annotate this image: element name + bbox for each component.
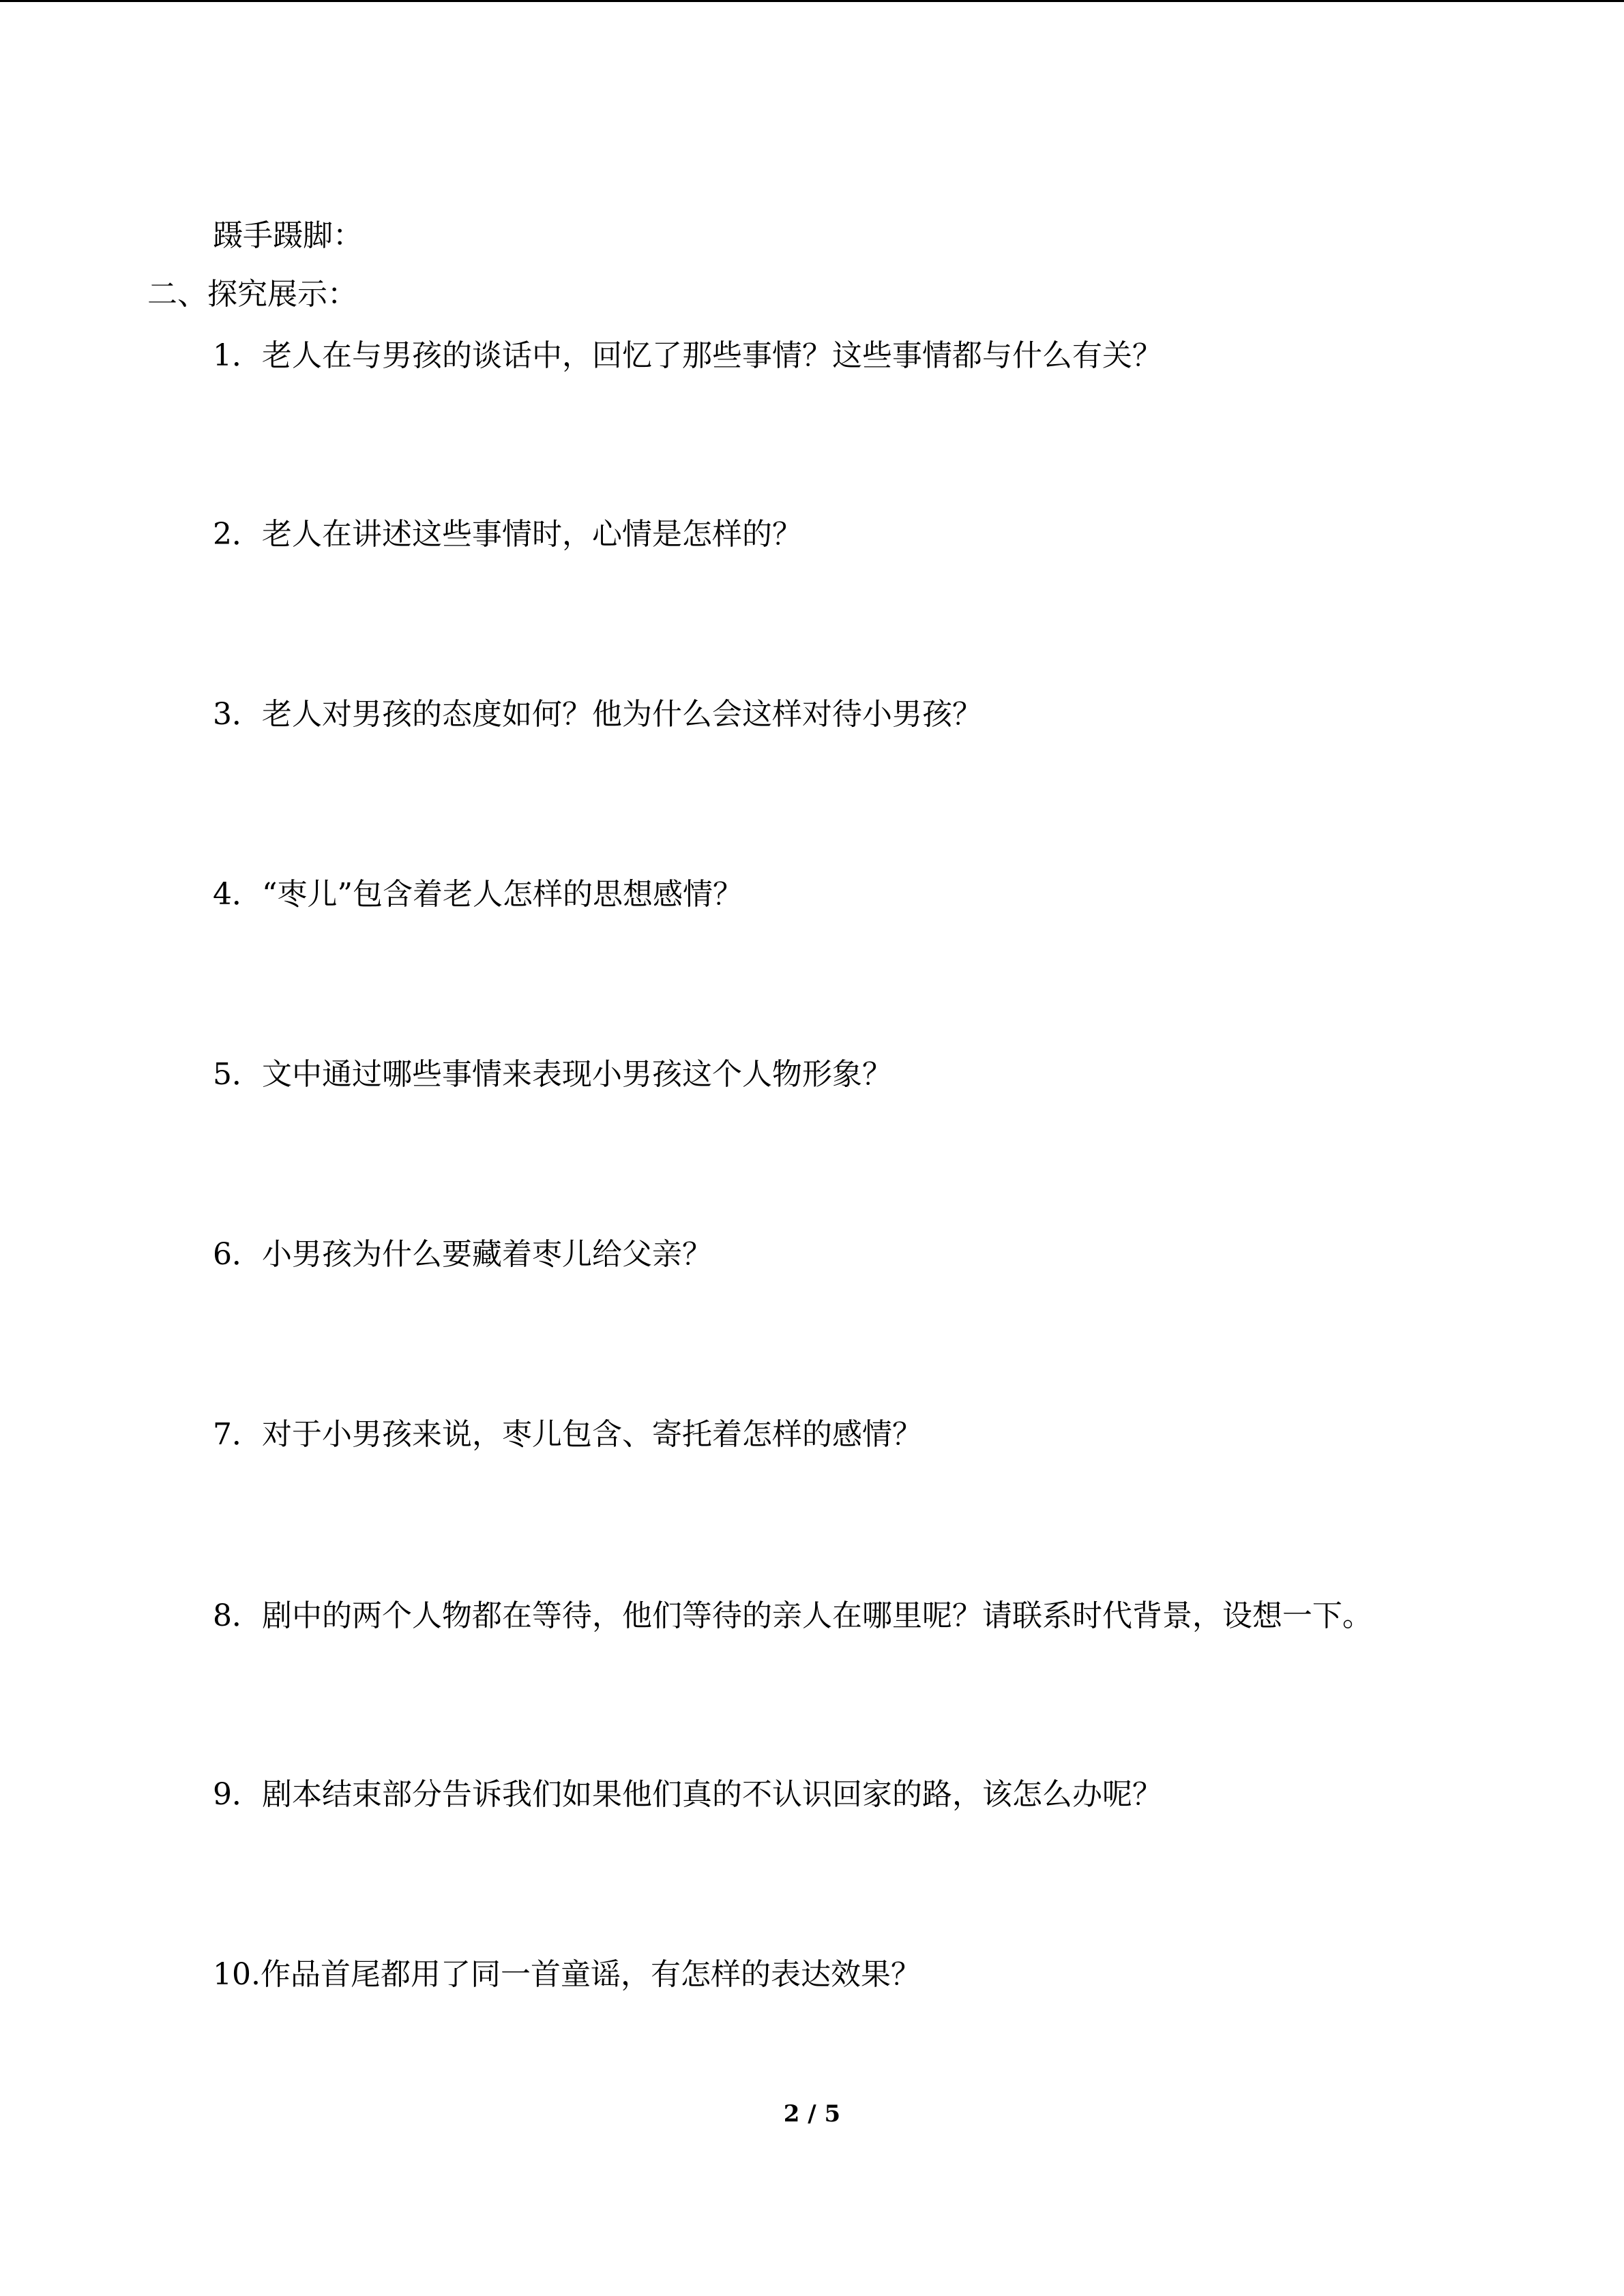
question-item: 1．老人在与男孩的谈话中，回忆了那些事情？这些事情都与什么有关？ (213, 338, 1162, 373)
question-item: 3．老人对男孩的态度如何？他为什么会这样对待小男孩？ (213, 697, 982, 732)
question-item: 4．“枣儿”包含着老人怎样的思想感情？ (213, 877, 743, 912)
continued-line: 蹑手蹑脚： (213, 218, 363, 253)
page-number: 2 / 5 (783, 2100, 841, 2128)
section-heading: 二、探究展示： (147, 277, 357, 312)
question-item: 7．对于小男孩来说，枣儿包含、寄托着怎样的感情？ (213, 1417, 922, 1452)
question-item: 2．老人在讲述这些事情时，心情是怎样的？ (213, 517, 802, 552)
question-item: 6．小男孩为什么要藏着枣儿给父亲？ (213, 1237, 712, 1272)
question-item: 10.作品首尾都用了同一首童谣，有怎样的表达效果？ (213, 1957, 921, 1992)
question-item: 5．文中通过哪些事情来表现小男孩这个人物形象？ (213, 1057, 892, 1092)
question-item: 9．剧本结束部分告诉我们如果他们真的不认识回家的路，该怎么办呢？ (213, 1777, 1162, 1812)
question-item: 8．剧中的两个人物都在等待，他们等待的亲人在哪里呢？请联系时代背景，设想一下。 (213, 1598, 1372, 1633)
page-top-border (0, 0, 1624, 2)
